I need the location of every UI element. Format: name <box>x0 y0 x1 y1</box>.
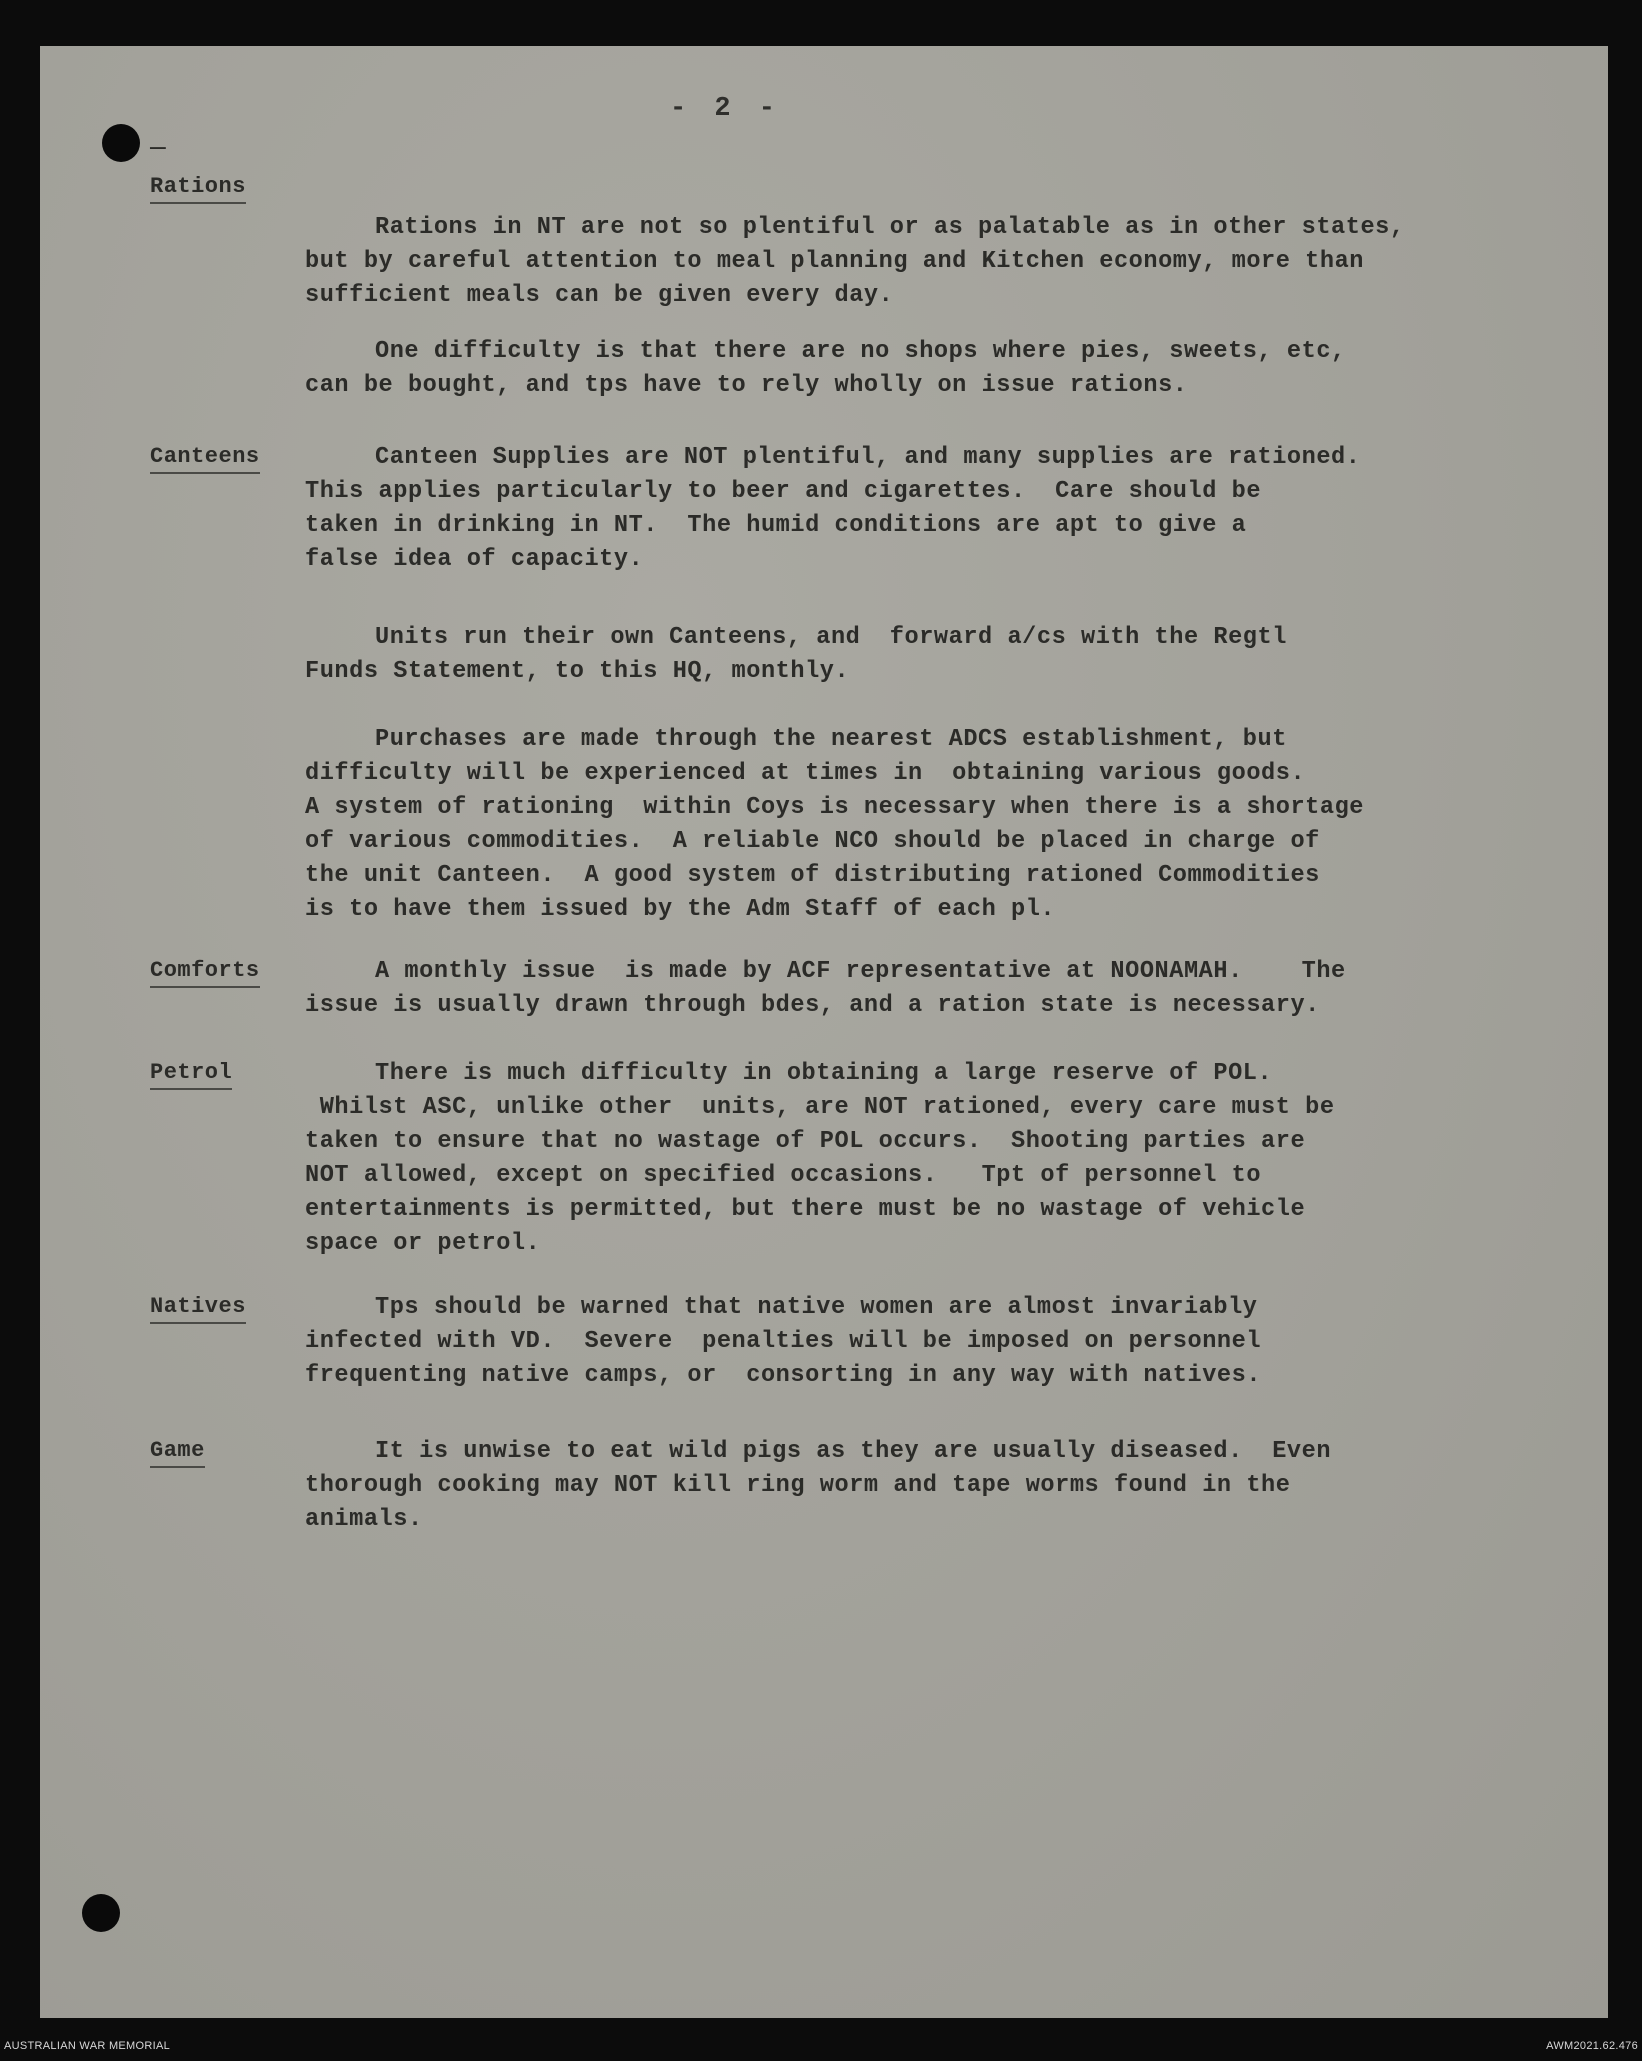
paragraph-line: but by careful attention to meal planning and Kitchen economy, more than <box>305 248 1365 275</box>
paragraph-line: animals. <box>305 1506 423 1533</box>
punch-hole-bottom <box>82 1894 120 1932</box>
section-heading-comforts <box>150 958 260 988</box>
paragraph-line: Tps should be warned that native women are almost invariably <box>375 1294 1258 1321</box>
paragraph-line: entertainments is permitted, but there must be no wastage of vehicle <box>305 1196 1306 1223</box>
section-heading-canteens <box>150 444 260 474</box>
paragraph-line: space or petrol. <box>305 1230 541 1257</box>
paragraph-line: A system of rationing within Coys is necessary when there is a shortage <box>305 794 1365 821</box>
heading-underline <box>150 472 260 474</box>
footer-accession-number: AWM2021.62.476 <box>1546 2040 1638 2052</box>
section-heading-text: Canteens <box>150 444 260 469</box>
paragraph-line: This applies particularly to beer and cigarettes. Care should be <box>305 478 1262 505</box>
paragraph-line: difficulty will be experienced at times in obtaining various goods. <box>305 760 1306 787</box>
paragraph-line: thorough cooking may NOT kill ring worm and tape worms found in the <box>305 1472 1291 1499</box>
heading-underline <box>150 1088 232 1090</box>
paragraph-line: NOT allowed, except on specified occasions. Tpt of personnel to <box>305 1162 1262 1189</box>
paragraph-line: taken to ensure that no wastage of POL occurs. Shooting parties are <box>305 1128 1306 1155</box>
paragraph-line: A monthly issue is made by ACF representative at NOONAMAH. The <box>375 958 1346 985</box>
heading-underline <box>150 986 260 988</box>
paragraph-line: It is unwise to eat wild pigs as they are usually diseased. Even <box>375 1438 1332 1465</box>
paragraph-line: is to have them issued by the Adm Staff of each pl. <box>305 896 1056 923</box>
section-heading-rations <box>150 174 246 204</box>
page-number: - 2 - <box>670 94 782 124</box>
margin-mark: ─ <box>150 134 166 164</box>
section-heading-text: Rations <box>150 174 246 199</box>
section-heading-natives <box>150 1294 246 1324</box>
paragraph-line: There is much difficulty in obtaining a large reserve of POL. <box>375 1060 1273 1087</box>
paragraph-line: Units run their own Canteens, and forward a/cs with the Regtl <box>375 624 1287 651</box>
paragraph-line: infected with VD. Severe penalties will be imposed on personnel <box>305 1328 1262 1355</box>
heading-underline <box>150 1466 205 1468</box>
paragraph-line: One difficulty is that there are no shops where pies, sweets, etc, <box>375 338 1346 365</box>
heading-underline <box>150 1322 246 1324</box>
section-heading-text: Natives <box>150 1294 246 1319</box>
paragraph-line: issue is usually drawn through bdes, and a ration state is necessary. <box>305 992 1320 1019</box>
paragraph-line: Funds Statement, to this HQ, monthly. <box>305 658 850 685</box>
paragraph-line: frequenting native camps, or consorting in any way with natives. <box>305 1362 1262 1389</box>
paragraph-line: Whilst ASC, unlike other units, are NOT rationed, every care must be <box>305 1094 1335 1121</box>
paragraph-line: the unit Canteen. A good system of distributing rationed Commodities <box>305 862 1320 889</box>
paragraph-line: false idea of capacity. <box>305 546 644 573</box>
paragraph-line: can be bought, and tps have to rely wholly on issue rations. <box>305 372 1188 399</box>
punch-hole-top <box>102 124 140 162</box>
paragraph-line: of various commodities. A reliable NCO should be placed in charge of <box>305 828 1320 855</box>
document-page <box>40 46 1608 2018</box>
section-heading-petrol <box>150 1060 232 1090</box>
section-heading-game <box>150 1438 205 1468</box>
paragraph-line: Canteen Supplies are NOT plentiful, and many supplies are rationed. <box>375 444 1361 471</box>
section-heading-text: Comforts <box>150 958 260 983</box>
heading-underline <box>150 202 246 204</box>
paragraph-line: Purchases are made through the nearest ADCS establishment, but <box>375 726 1287 753</box>
paragraph-line: taken in drinking in NT. The humid conditions are apt to give a <box>305 512 1247 539</box>
paragraph-line: Rations in NT are not so plentiful or as palatable as in other states, <box>375 214 1405 241</box>
section-heading-text: Game <box>150 1438 205 1463</box>
footer-archive-name: AUSTRALIAN WAR MEMORIAL <box>4 2040 171 2052</box>
section-heading-text: Petrol <box>150 1060 233 1085</box>
paragraph-line: sufficient meals can be given every day. <box>305 282 894 309</box>
